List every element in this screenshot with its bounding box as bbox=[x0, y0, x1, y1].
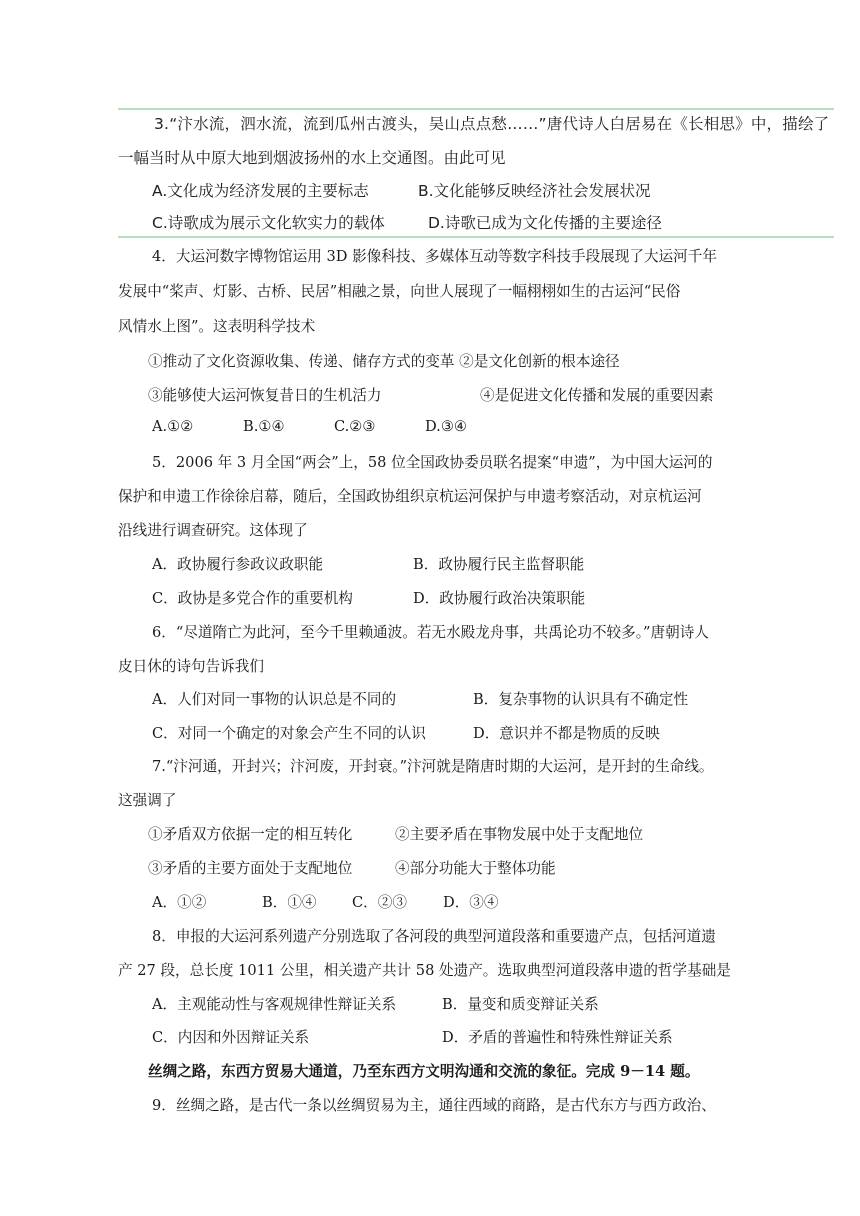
question-5-option-a: A．政协履行参政议政职能 bbox=[152, 556, 324, 573]
question-7-item-4: ④部分功能大于整体功能 bbox=[395, 860, 556, 877]
question-5-option-b: B．政协履行民主监督职能 bbox=[413, 556, 585, 573]
question-8-option-d: D．矛盾的普遍性和特殊性辩证关系 bbox=[442, 1029, 673, 1046]
question-7-option-b: B．①④ bbox=[262, 894, 317, 911]
question-8-option-b: B．量变和质变辩证关系 bbox=[442, 996, 599, 1013]
question-4-stem-line-3: 风情水上图”。这表明科学技术 bbox=[118, 318, 316, 335]
section-heading: 丝绸之路，东西方贸易大通道，乃至东西方文明沟通和交流的象征。完成 9－14 题。 bbox=[148, 1063, 700, 1080]
question-4-stem-line-1: 4．大运河数字博物馆运用 3D 影像科技、多媒体互动等数字科技手段展现了大运河千年 bbox=[152, 248, 717, 265]
question-8-option-c: C．内因和外因辩证关系 bbox=[152, 1029, 310, 1046]
question-4-option-c: C.②③ bbox=[334, 418, 376, 435]
question-8-stem-line-1: 8．申报的大运河系列遗产分别选取了各河段的典型河道段落和重要遗产点，包括河道遗 bbox=[152, 928, 716, 945]
question-6-option-d: D．意识并不都是物质的反映 bbox=[473, 725, 660, 742]
question-4-item-1-2: ①推动了文化资源收集、传递、储存方式的变革 ②是文化创新的根本途径 bbox=[148, 353, 620, 370]
question-7-item-2: ②主要矛盾在事物发展中处于支配地位 bbox=[395, 826, 644, 843]
question-5-option-c: C．政协是多党合作的重要机构 bbox=[152, 590, 353, 607]
question-4-option-d: D.③④ bbox=[425, 418, 467, 435]
question-4-option-b: B.①④ bbox=[243, 418, 285, 435]
question-4-item-3: ③能够使大运河恢复昔日的生机活力 bbox=[148, 387, 382, 404]
question-7-option-a: A．①② bbox=[152, 894, 207, 911]
question-7-option-d: D．③④ bbox=[443, 894, 499, 911]
question-7-stem-line-1: 7.“汴河通，开封兴；汴河废，开封衰。”汴河就是隋唐时期的大运河，是开封的生命线。 bbox=[152, 758, 714, 775]
question-3-block bbox=[118, 108, 834, 238]
question-5-stem-line-1: 5．2006 年 3 月全国“两会”上，58 位全国政协委员联名提案“申遗”，为中国大运河的 bbox=[152, 454, 713, 471]
question-5-stem-line-2: 保护和申遗工作徐徐启幕，随后，全国政协组织京杭运河保护与申遗考察活动，对京杭运河 bbox=[118, 488, 702, 505]
question-7-item-1: ①矛盾双方依据一定的相互转化 bbox=[148, 826, 353, 843]
question-3-stem-line-2: 一幅当时从中原大地到烟波扬州的水上交通图。由此可见 bbox=[118, 149, 506, 167]
question-4-stem-line-2: 发展中“桨声、灯影、古桥、民居”相融之景，向世人展现了一幅栩栩如生的古运河“民俗 bbox=[118, 283, 681, 300]
question-6-option-b: B．复杂事物的认识具有不确定性 bbox=[473, 691, 689, 708]
question-4-option-a: A.①② bbox=[152, 418, 194, 435]
question-3-stem-line-1: 3.“汴水流，泗水流，流到瓜州古渡头，吴山点点愁……”唐代诗人白居易在《长相思》中，描绘了 bbox=[154, 115, 830, 133]
question-3-option-b: B.文化能够反映经济社会发展状况 bbox=[418, 182, 651, 200]
question-3-option-d: D.诗歌已成为文化传播的主要途径 bbox=[428, 214, 662, 232]
question-8-stem-line-2: 产 27 段，总长度 1011 公里，相关遗产共计 58 处遗产。选取典型河道段落申遗的哲学基础是 bbox=[118, 962, 731, 979]
question-6-option-a: A．人们对同一事物的认识总是不同的 bbox=[152, 691, 397, 708]
question-8-option-a: A．主观能动性与客观规律性辩证关系 bbox=[152, 996, 397, 1013]
question-9-stem-line-1: 9．丝绸之路，是古代一条以丝绸贸易为主，通往西域的商路，是古代东方与西方政治、 bbox=[152, 1097, 716, 1114]
question-6-option-c: C．对同一个确定的对象会产生不同的认识 bbox=[152, 725, 426, 742]
question-3-option-a: A.文化成为经济发展的主要标志 bbox=[152, 182, 369, 200]
question-7-option-c: C．②③ bbox=[352, 894, 407, 911]
question-5-option-d: D．政协履行政治决策职能 bbox=[413, 590, 586, 607]
question-3-option-c: C.诗歌成为展示文化软实力的载体 bbox=[152, 214, 385, 232]
question-6-stem-line-1: 6．“尽道隋亡为此河，至今千里赖通波。若无水殿龙舟事，共禹论功不较多。”唐朝诗人 bbox=[152, 624, 709, 641]
question-7-item-3: ③矛盾的主要方面处于支配地位 bbox=[148, 860, 353, 877]
question-5-stem-line-3: 沿线进行调查研究。这体现了 bbox=[118, 522, 308, 539]
question-4-item-4: ④是促进文化传播和发展的重要因素 bbox=[480, 387, 714, 404]
question-7-stem-line-2: 这强调了 bbox=[118, 792, 177, 809]
question-6-stem-line-2: 皮日休的诗句告诉我们 bbox=[118, 658, 264, 675]
